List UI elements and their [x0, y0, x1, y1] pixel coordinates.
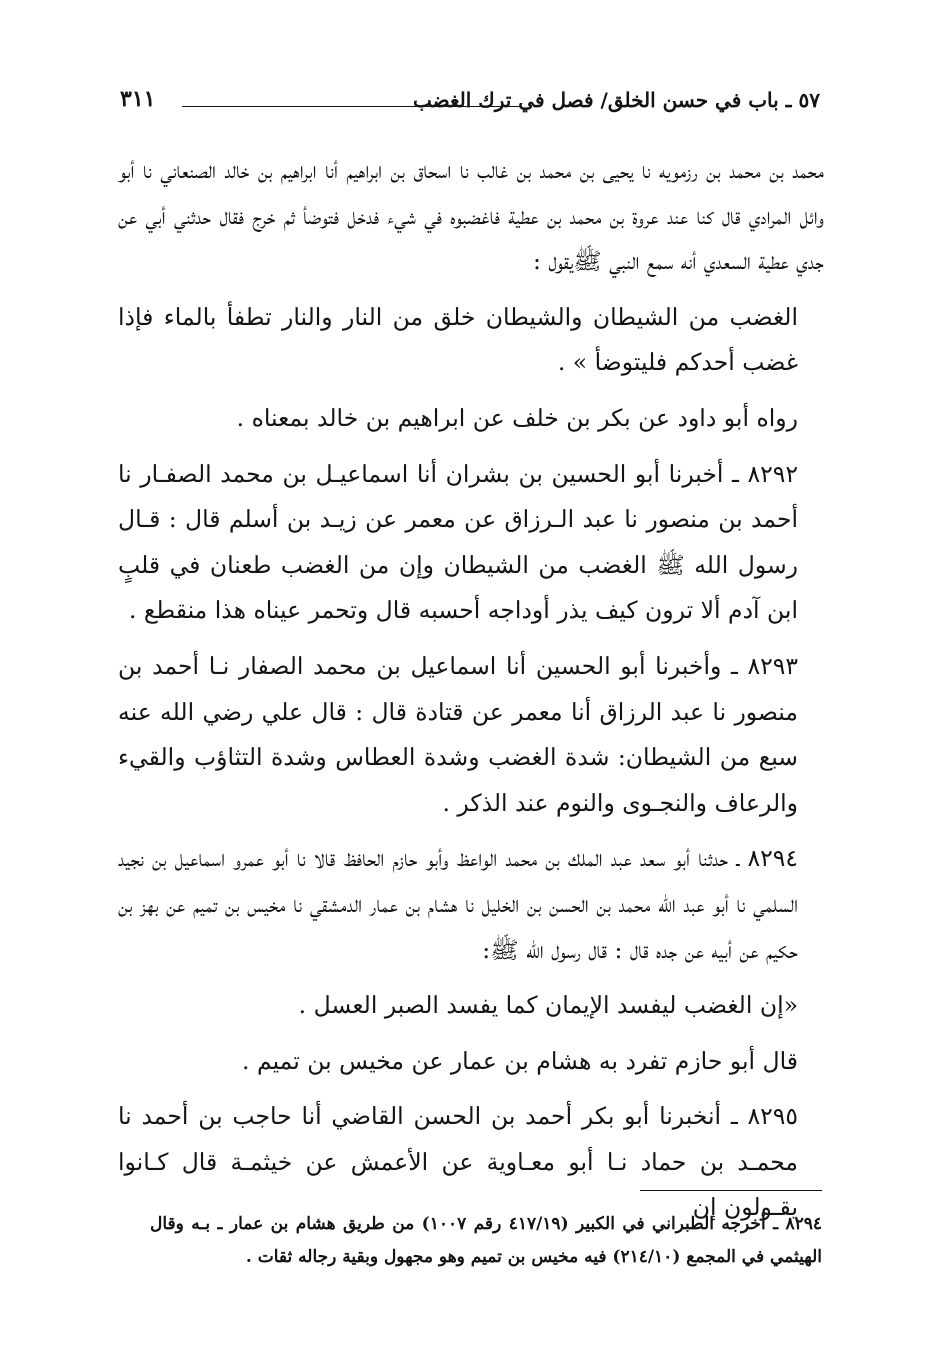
- paragraph: رواه أبو داود عن بكر بن خلف عن ابراهيم بن خالد بمعناه .: [236, 403, 798, 432]
- hadith-8293: ٨٢٩٣ ـ وأخبرنا أبو الحسين أنا اسماعيل بن محمد الصفار نـا أحمد بن منصور نا عبد الرزاق أنا معمر عن قتادة قال : قال علي رضي الله عنه سبع من الشيطان: شدة الغضب وشدة العطاس وشدة التثاؤب والقيء والرعاف والنجـوى والنوم عند الذكر .: [118, 651, 798, 817]
- running-header: [120, 84, 820, 124]
- footnotes: [150, 1208, 822, 1274]
- page-number: ٣١١: [120, 86, 156, 112]
- footnote-rule: [640, 1190, 822, 1191]
- chapter-title: ٥٧ ـ باب في حسن الخلق/ فصل في ترك الغضب: [413, 88, 820, 112]
- hadith-8295: ٨٢٩٥ ـ أنخبرنا أبو بكر أحمد بن الحسن القاضي أنا حاجب بن أحمد نا محمـد بن حماد نـا أبو معـاوية عن الأعمش عن خيثمـة قال كـانوا يقـولون إن: [118, 1102, 798, 1222]
- paragraph: «إن الغضب ليفسد الإيمان كما يفسد الصبر العسل .: [298, 991, 798, 1020]
- footnote: ٨٢٩٤ ـ أخرجه الطبراني في الكبير (٤١٧/١٩ رقم ١٠٠٧) من طريق هشام بن عمار ـ بـه وقال الهيثمي في المجمع (٢١٤/١٠) فيه مخيس بن تميم وهو مجهول وبقية رجاله ثقات .: [150, 1214, 822, 1267]
- paragraph: محمد بن محمد بن رزمويه نا يحيى بن محمد بن غالب نا اسحاق بن ابراهيم أنا ابراهيم بن خالد الصنعاني نا أبو وائل المرادي قال كنا عند عروة بن محمد بن عطية فاغضبوه في شيء فدخل فتوضأ ثم خرج فقال حدثني أبي عن جدي عطية السعدي أنه سمع النبي ﷺيقول :: [118, 156, 824, 276]
- hadith-8292: ٨٢٩٢ ـ أخبرنا أبو الحسين بن بشران أنا اسماعيـل بن محمد الصفـار نا أحمد بن منصور نا عبد الـرزاق عن معمر عن زيـد بن أسلم قال : قـال رسول الله ﷺ الغضب من الشيطان وإن من الغضب طعنان في قلبٍ ابن آدم ألا ترون كيف يذر أوداجه أحسبه قال وتحمر عيناه هذا منقطع .: [118, 459, 798, 625]
- hadith-8294: ٨٢٩٤ ـ حدثنا أبو سعد عبد الملك بن محمد الواعظ وأبو حازم الحافظ قالا نا أبو عمرو اسماعيل بن نجيد السلمي نا أبو عبد الله محمد بن الحسن بن الخليل نا هشام بن عمار الدمشقي نا مخيس بن تميم عن بهز بن حكيم عن أبيه عن جده قال : قال رسول الله ﷺ:: [118, 844, 798, 964]
- paragraph: قال أبو حازم تفرد به هشام بن عمار عن مخيس بن تميم .: [242, 1046, 798, 1075]
- header-rule: [182, 106, 522, 107]
- main-text: [118, 148, 824, 1241]
- paragraph: الغضب من الشيطان والشيطان خلق من النار والنار تطفأ بالماء فإذا غضب أحدكم فليتوضأ » .: [118, 302, 798, 377]
